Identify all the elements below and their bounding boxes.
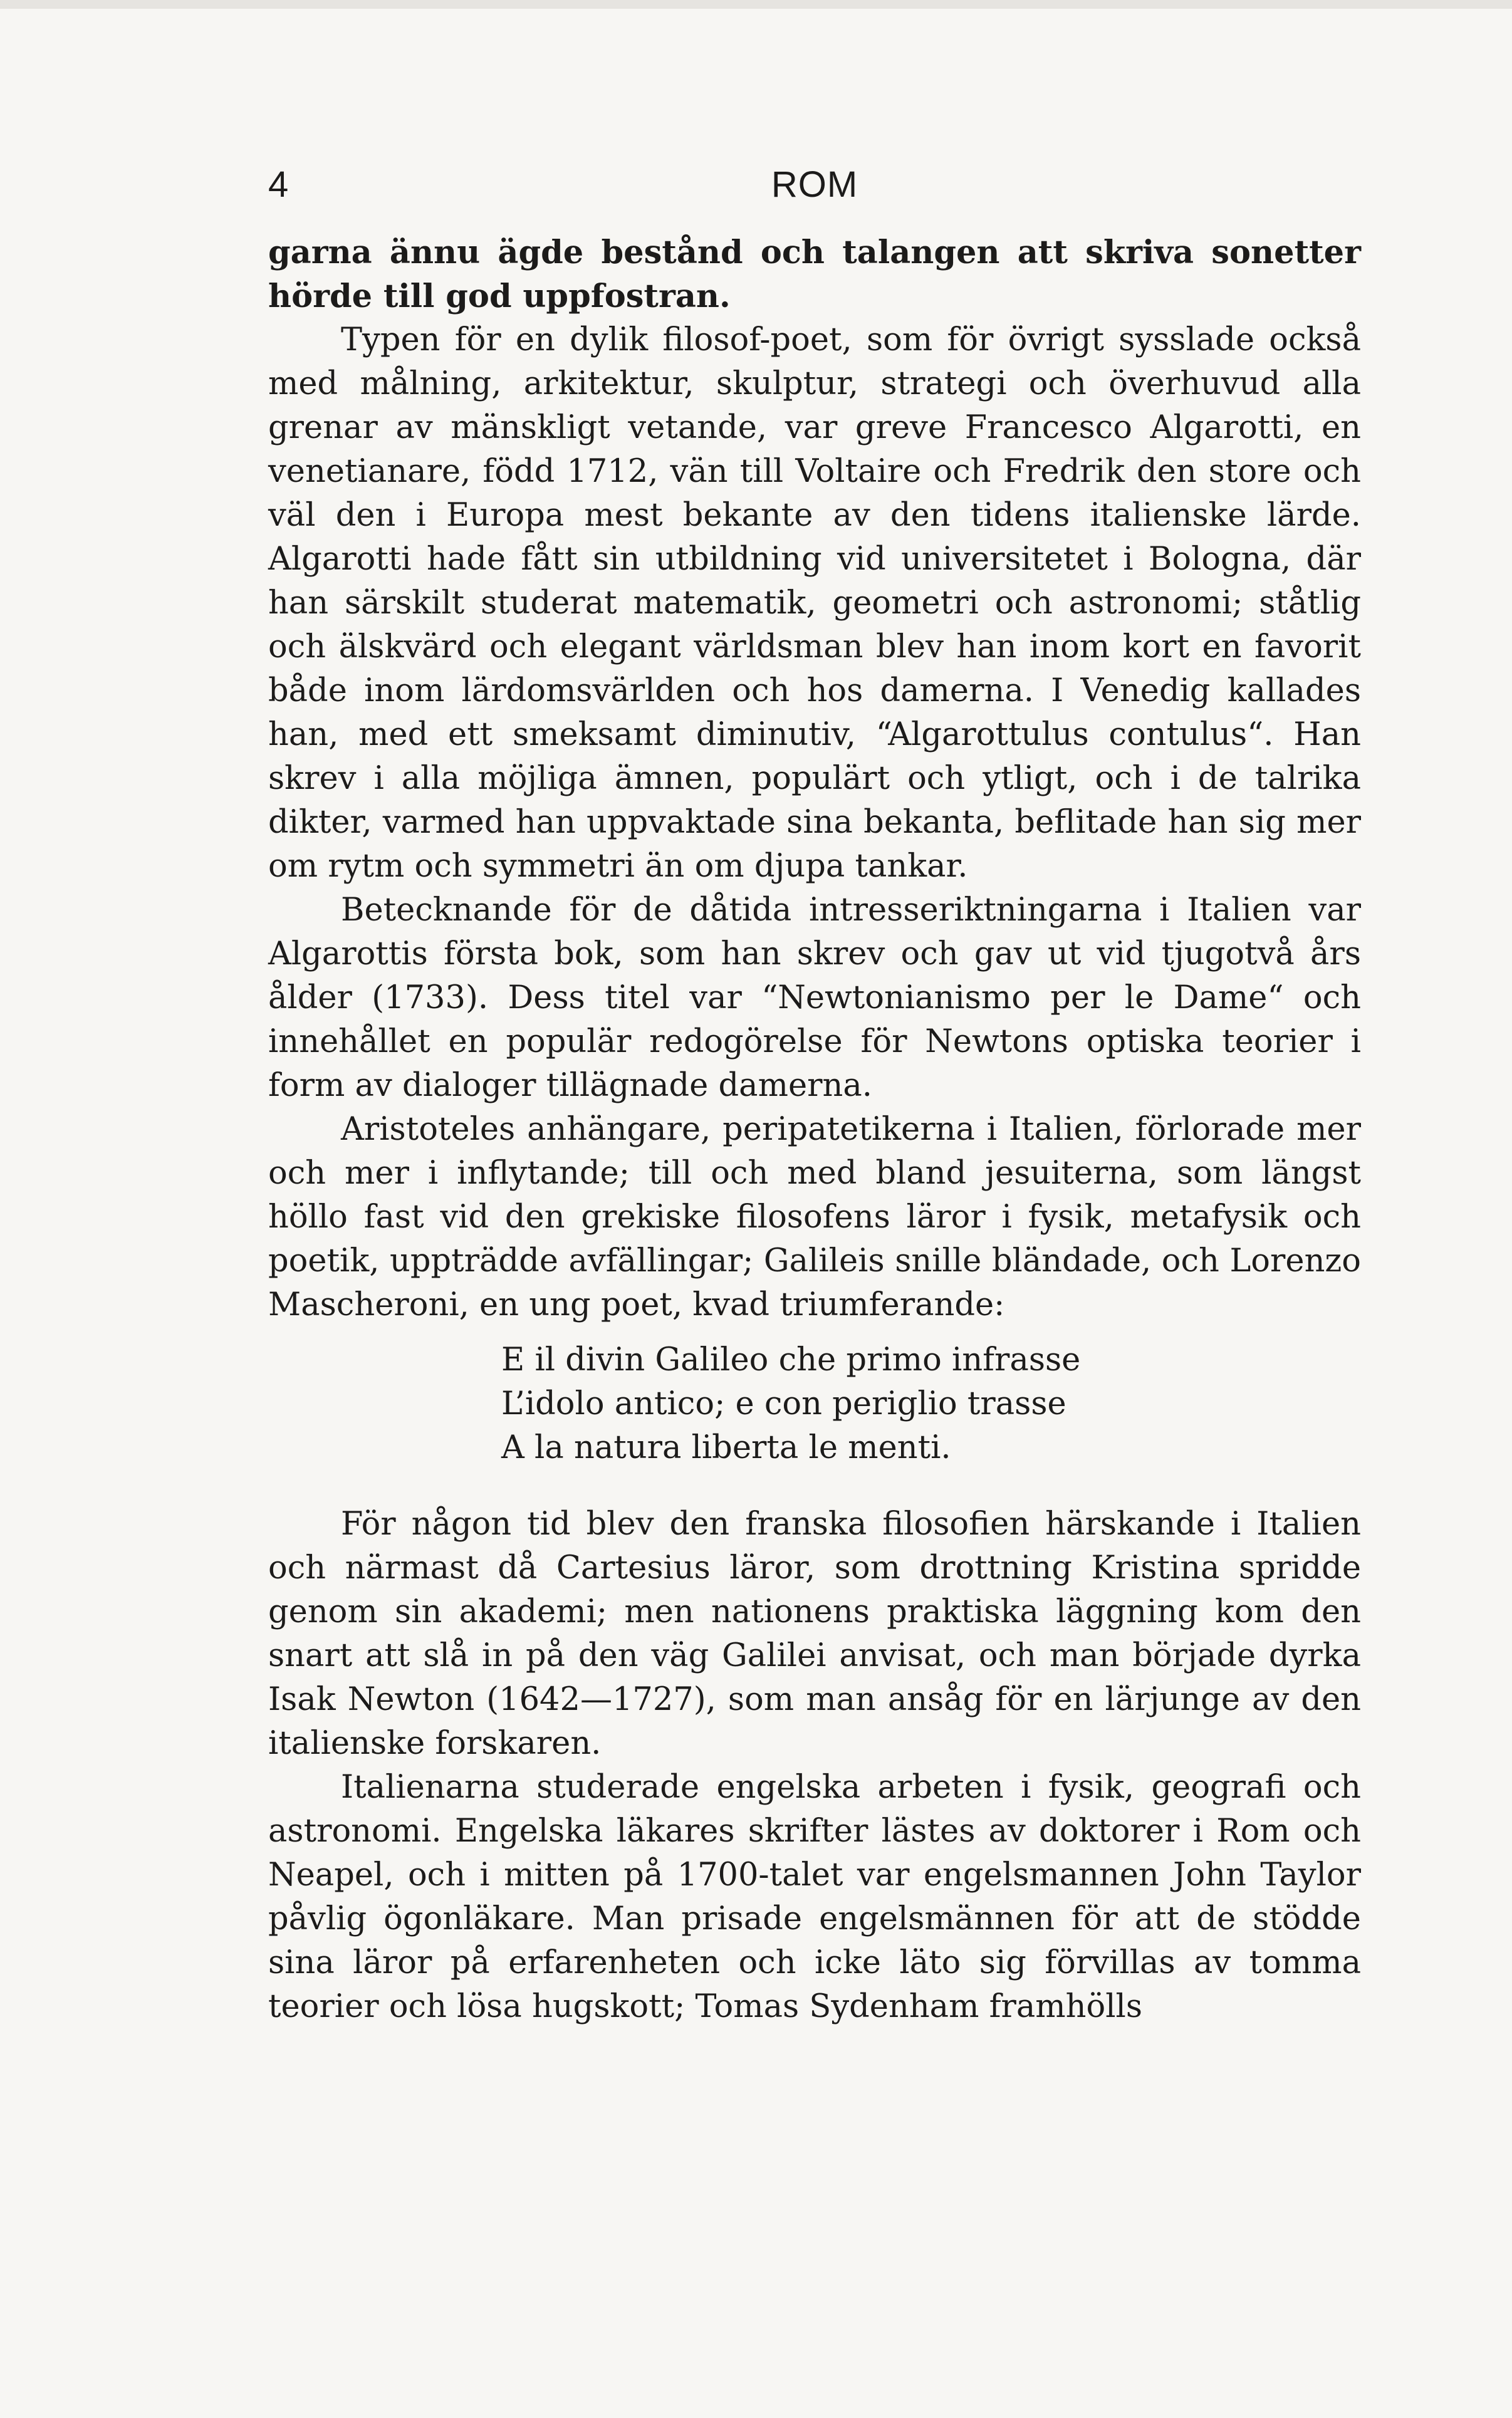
scan-edge <box>0 0 1512 9</box>
poem-line-1: E il divin Galileo che primo infrasse <box>501 1342 1081 1378</box>
paragraph-2: Typen för en dylik filosof-poet, som för övrigt sysslade också med målning, arkitektur, skulptur, strategi och överhuvud alla grenar av mänskligt vetande, var greve Francesco Algarotti, en venetianare, född 1712, vän till Voltaire och Fredrik den store och väl den i Europa mest bekante av den tidens italienske lärde. Algarotti hade fått sin utbildning vid universitetet i Bologna, där han särskilt studerat matematik, geometri och astronomi; ståtlig och älskvärd och elegant världsman blev han inom kort en favorit både inom lärdomsvärlden och hos damerna. I Venedig kallades han, med ett smeksamt diminutiv, “Algarottulus contulus“. Han skrev i alla möjliga ämnen, populärt och ytligt, och i de talrika dikter, varmed han uppvaktade sina bekanta, beflitade han sig mer om rytm och symmetri än om djupa tankar. <box>268 321 1361 885</box>
paragraph-6: Italienarna studerade engelska arbeten i fysik, geografi och astronomi. Engelska läkares skrifter lästes av doktorer i Rom och Neapel, och i mitten på 1700-talet var engelsmannen John Taylor påvlig ögonläkare. Man prisade engelsmännen för att de stödde sina läror på erfarenheten och icke läto sig förvillas av tomma teorier och lösa hugskott; Tomas Sydenham framhölls <box>268 1769 1361 2025</box>
paragraph-4: Aristoteles anhängare, peripatetikerna i Italien, förlorade mer och mer i inflytande; till och med bland jesuiterna, som längst höllo fast vid den grekiske filosofens läror i fysik, metafysik och poetik, uppträdde avfällingar; Galileis snille bländade, och Lorenzo Mascheroni, en ung poet, kvad triumferande: <box>268 1111 1361 1323</box>
body-text <box>268 231 1361 2029</box>
poem-line-2: L’idolo antico; e con periglio trasse <box>501 1385 1066 1422</box>
paragraph-1: garna ännu ägde bestånd och talangen att skriva sonetter hörde till god uppfostran. <box>268 234 1361 315</box>
poem-quote <box>501 1338 1361 1470</box>
page-header <box>268 160 1361 210</box>
poem-line-3: A la natura liberta le menti. <box>501 1429 951 1466</box>
paragraph-3: Betecknande för de dåtida intresseriktningarna i Italien var Algarottis första bok, som han skrev och gav ut vid tjugotvå års ålder (1733). Dess titel var “Newtonianismo per le Dame“ och innehållet en populär redogörelse för Newtons optiska teorier i form av dialoger tillägnade damerna. <box>268 892 1361 1104</box>
section-spacer <box>268 1470 1361 1503</box>
paragraph-5: För någon tid blev den franska filosofien härskande i Italien och närmast då Cartesius läror, som drottning Kristina spridde genom sin akademi; men nationens praktiska läggning kom den snart att slå in på den väg Galilei anvisat, och man började dyrka Isak Newton (1642—1727), som man ansåg för en lärjunge av den italienske forskaren. <box>268 1506 1361 1762</box>
page-number: 4 <box>268 164 289 205</box>
running-title: ROM <box>771 164 858 205</box>
